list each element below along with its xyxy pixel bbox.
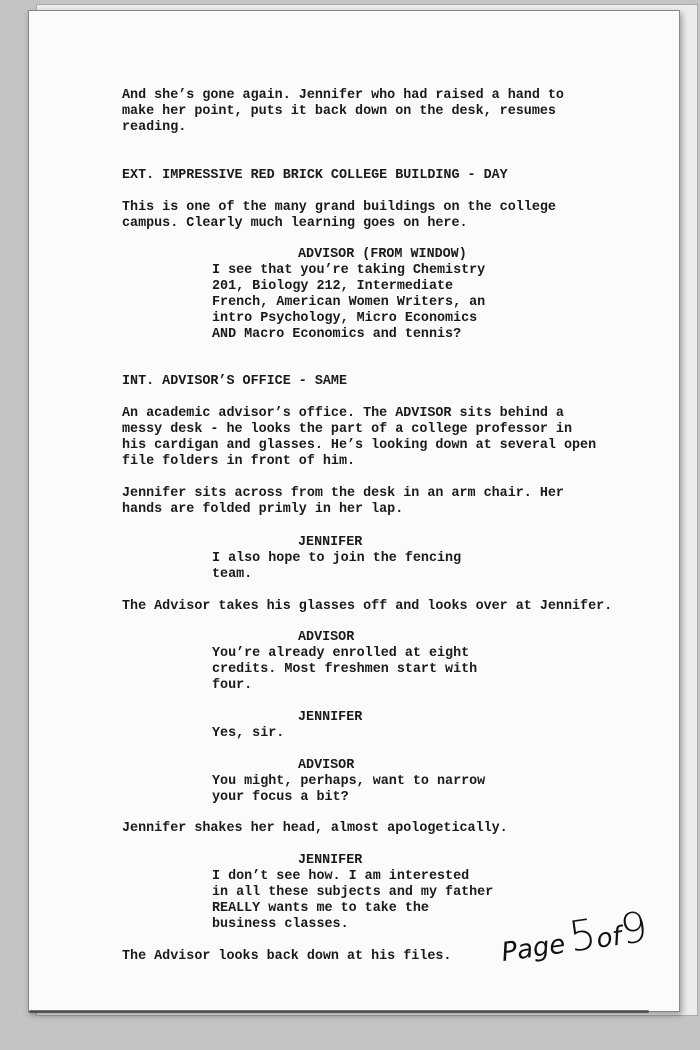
action-line: This is one of the many grand buildings on the college campus. Clearly much learning goes on here. bbox=[122, 200, 556, 231]
page-current: 5 bbox=[565, 909, 600, 962]
action-line: An academic advisor’s office. The ADVISOR sits behind a messy desk - he looks the part of a college professor in his cardigan and glasses. He’s looking down at several open file folders in front of him. bbox=[122, 406, 597, 469]
character-name: JENNIFER bbox=[298, 535, 363, 550]
action-line: Jennifer sits across from the desk in an arm chair. Her hands are folded primly in her lap. bbox=[122, 486, 564, 517]
action-line: The Advisor takes his glasses off and looks over at Jennifer. bbox=[122, 599, 613, 614]
action-line: And she’s gone again. Jennifer who had raised a hand to make her point, puts it back down on the desk, resumes reading. bbox=[122, 88, 564, 135]
character-name: ADVISOR (FROM WINDOW) bbox=[298, 247, 467, 262]
scene-heading: INT. ADVISOR’S OFFICE - SAME bbox=[122, 374, 347, 389]
scene-heading: EXT. IMPRESSIVE RED BRICK COLLEGE BUILDING - DAY bbox=[122, 168, 508, 183]
action-line: Jennifer shakes her head, almost apologetically. bbox=[122, 821, 508, 836]
character-name: JENNIFER bbox=[298, 710, 363, 725]
page-word: Page bbox=[499, 929, 568, 969]
dialogue: Yes, sir. bbox=[212, 726, 285, 741]
dialogue: I also hope to join the fencing team. bbox=[212, 551, 462, 582]
character-name: JENNIFER bbox=[298, 853, 363, 868]
page-total: 9 bbox=[617, 901, 651, 955]
page-of: of bbox=[594, 921, 624, 955]
dialogue: You might, perhaps, want to narrow your focus a bit? bbox=[212, 774, 486, 805]
character-name: ADVISOR bbox=[298, 758, 355, 773]
character-name: ADVISOR bbox=[298, 630, 355, 645]
dialogue: You’re already enrolled at eight credits. Most freshmen start with four. bbox=[212, 646, 478, 693]
dialogue: I see that you’re taking Chemistry 201, Biology 212, Intermediate French, American Women Writers, an intro Psychology, Micro Economics AND Macro Economics and tennis? bbox=[212, 263, 486, 342]
dialogue: I don’t see how. I am interested in all these subjects and my father REALLY wants me to take the business classes. bbox=[212, 869, 494, 932]
action-line: The Advisor looks back down at his files. bbox=[122, 949, 452, 964]
